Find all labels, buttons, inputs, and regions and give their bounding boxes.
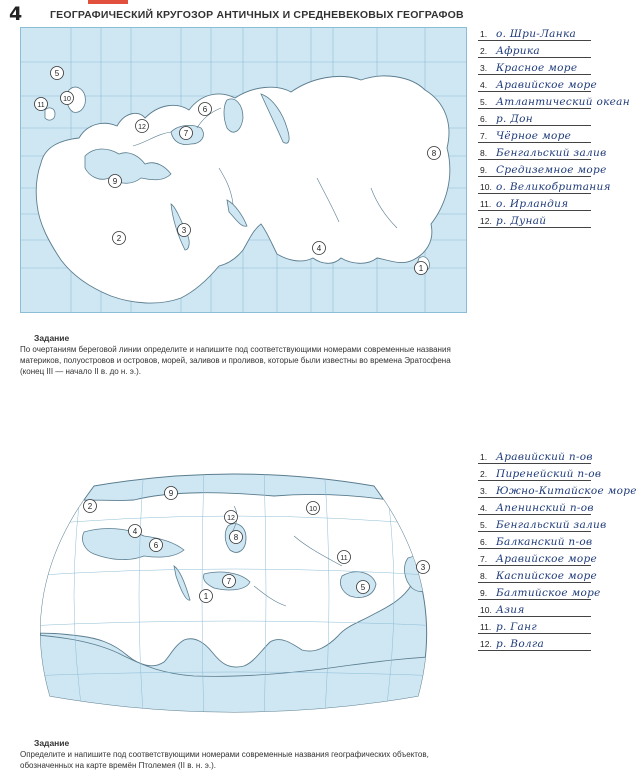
marker-number: 2 bbox=[116, 233, 122, 243]
exercise-number: 4 bbox=[9, 3, 23, 25]
answer-number: 4. bbox=[480, 503, 488, 513]
map1-marker-4 bbox=[313, 242, 326, 255]
map1-marker-2 bbox=[113, 232, 126, 245]
marker-number: 7 bbox=[183, 128, 189, 138]
answer-number: 9. bbox=[480, 165, 488, 175]
map1-answer-row[interactable] bbox=[478, 24, 591, 41]
map2-task-heading: Задание bbox=[34, 738, 70, 748]
marker-number: 8 bbox=[431, 148, 437, 158]
map2-answer-row[interactable] bbox=[478, 566, 598, 583]
handwritten-answer: Каспийское море bbox=[496, 570, 598, 582]
marker-number: 9 bbox=[168, 488, 174, 498]
marker-number: 5 bbox=[54, 68, 60, 78]
map2-marker-5 bbox=[357, 581, 370, 594]
map2-answer-row[interactable] bbox=[478, 515, 607, 532]
handwritten-answer: Апенинский п-ов bbox=[496, 502, 594, 514]
handwritten-answer: р. Волга bbox=[496, 638, 545, 650]
answer-number: 1. bbox=[480, 452, 488, 462]
marker-number: 9 bbox=[112, 176, 118, 186]
map1-answer-row[interactable] bbox=[478, 143, 607, 160]
map2-marker-1 bbox=[200, 590, 213, 603]
handwritten-answer: Африка bbox=[496, 45, 540, 57]
answer-number: 4. bbox=[480, 80, 488, 90]
answer-number: 5. bbox=[480, 97, 488, 107]
marker-number: 10 bbox=[309, 505, 317, 513]
marker-number: 10 bbox=[63, 95, 71, 103]
map2-marker-11 bbox=[338, 551, 351, 564]
handwritten-answer: Бенгальский залив bbox=[496, 519, 607, 531]
map1-answer-row[interactable] bbox=[478, 211, 591, 228]
map1-marker-6 bbox=[199, 103, 212, 116]
answer-number: 9. bbox=[480, 588, 488, 598]
map2-marker-7 bbox=[223, 575, 236, 588]
map1-task-heading: Задание bbox=[34, 333, 70, 343]
map1-marker-1 bbox=[415, 262, 428, 275]
handwritten-answer: Аравийское море bbox=[496, 79, 598, 91]
answer-number: 1. bbox=[480, 29, 488, 39]
map2-marker-10 bbox=[307, 502, 320, 515]
map1-task bbox=[20, 333, 470, 377]
map2-marker-12 bbox=[225, 511, 238, 524]
handwritten-answer: Балтийское море bbox=[496, 587, 601, 599]
map1-ireland bbox=[45, 108, 55, 120]
marker-number: 1 bbox=[203, 591, 209, 601]
handwritten-answer: р. Ганг bbox=[496, 621, 537, 633]
answer-number: 10. bbox=[480, 605, 492, 615]
map1-answer-list bbox=[478, 24, 630, 228]
answer-number: 12. bbox=[480, 216, 492, 226]
map1-task-text: По очертаниям береговой линии определите и напишите под соответствующими номерами современные названия материков, полуостровов и островов, морей, заливов и проливов, которые были известны во времена Эратосфена (конец III — начало II в. до н. э.). bbox=[20, 345, 451, 376]
map2-answer-list bbox=[478, 447, 637, 651]
handwritten-answer: Средиземное море bbox=[496, 164, 607, 176]
map2-marker-6 bbox=[150, 539, 163, 552]
handwritten-answer: Азия bbox=[496, 604, 525, 616]
map1-marker-10 bbox=[61, 92, 74, 105]
map1-marker-12 bbox=[136, 120, 149, 133]
map2-marker-8 bbox=[230, 531, 243, 544]
answer-number: 8. bbox=[480, 571, 488, 581]
map1-answer-row[interactable] bbox=[478, 194, 591, 211]
map2-marker-2 bbox=[84, 500, 97, 513]
marker-number: 4 bbox=[132, 526, 138, 536]
marker-number: 2 bbox=[87, 501, 93, 511]
marker-number: 8 bbox=[233, 532, 239, 542]
handwritten-answer: Пиренейский п-ов bbox=[496, 468, 602, 480]
map2-marker-3 bbox=[417, 561, 430, 574]
answer-number: 7. bbox=[480, 554, 488, 564]
answer-number: 3. bbox=[480, 486, 488, 496]
map2-answer-row[interactable] bbox=[478, 532, 591, 549]
map1-answer-row[interactable] bbox=[478, 109, 591, 126]
map1-answer-row[interactable] bbox=[478, 126, 591, 143]
marker-number: 12 bbox=[138, 123, 146, 131]
answer-number: 11. bbox=[480, 622, 492, 632]
ptolemy-map bbox=[24, 466, 445, 725]
map1-marker-11 bbox=[35, 98, 48, 111]
handwritten-answer: о. Ирландия bbox=[496, 198, 569, 210]
map2-marker-9 bbox=[165, 487, 178, 500]
answer-number: 5. bbox=[480, 520, 488, 530]
map2-task-text: Определите и напишите под соответствующими номерами современные названия географических объектов, обозначенных на карте времён Птолемея (II в. н. э.). bbox=[20, 750, 429, 770]
map2-answer-row[interactable] bbox=[478, 549, 598, 566]
map1-answer-row[interactable] bbox=[478, 58, 591, 75]
map2-answer-row[interactable] bbox=[478, 617, 591, 634]
marker-number: 11 bbox=[37, 101, 45, 109]
answer-number: 8. bbox=[480, 148, 488, 158]
map1-answer-row[interactable] bbox=[478, 160, 607, 177]
handwritten-answer: Красное море bbox=[496, 62, 578, 74]
map2-answer-row[interactable] bbox=[478, 447, 591, 464]
answer-number: 6. bbox=[480, 537, 488, 547]
page-accent-tab bbox=[88, 0, 128, 4]
map2-answer-row[interactable] bbox=[478, 464, 602, 481]
exercise-title: ГЕОГРАФИЧЕСКИЙ КРУГОЗОР АНТИЧНЫХ И СРЕДНЕВЕКОВЫХ ГЕОГРАФОВ bbox=[50, 9, 464, 21]
map1-marker-3 bbox=[178, 224, 191, 237]
handwritten-answer: Южно-Китайское море bbox=[496, 485, 637, 497]
answer-number: 11. bbox=[480, 199, 492, 209]
handwritten-answer: Чёрное море bbox=[496, 130, 572, 142]
map1-marker-7 bbox=[180, 127, 193, 140]
map2-task bbox=[20, 738, 470, 771]
handwritten-answer: Аравийское море bbox=[496, 553, 598, 565]
answer-number: 2. bbox=[480, 469, 488, 479]
map2-answer-row[interactable] bbox=[478, 634, 591, 651]
map2-answer-row[interactable] bbox=[478, 600, 591, 617]
map2-answer-row[interactable] bbox=[478, 481, 637, 498]
marker-number: 1 bbox=[418, 263, 424, 273]
map1-marker-9 bbox=[109, 175, 122, 188]
handwritten-answer: о. Шри-Ланка bbox=[496, 28, 577, 40]
handwritten-answer: Атлантический океан bbox=[496, 96, 630, 108]
handwritten-answer: р. Дон bbox=[496, 113, 533, 125]
marker-number: 12 bbox=[227, 514, 235, 522]
marker-number: 3 bbox=[181, 225, 187, 235]
marker-number: 6 bbox=[202, 104, 208, 114]
map1-answer-row[interactable] bbox=[478, 177, 611, 194]
map1-answer-row[interactable] bbox=[478, 92, 630, 109]
map2-answer-row[interactable] bbox=[478, 498, 594, 515]
marker-number: 7 bbox=[226, 576, 232, 586]
map1-answer-row[interactable] bbox=[478, 41, 591, 58]
map2-answer-row[interactable] bbox=[478, 583, 601, 600]
handwritten-answer: о. Великобритания bbox=[496, 181, 611, 193]
marker-number: 11 bbox=[340, 554, 348, 562]
eratosthenes-map bbox=[20, 27, 467, 313]
handwritten-answer: р. Дунай bbox=[496, 215, 547, 227]
answer-number: 6. bbox=[480, 114, 488, 124]
map2-marker-4 bbox=[129, 525, 142, 538]
map1-marker-5 bbox=[51, 67, 64, 80]
answer-number: 10. bbox=[480, 182, 492, 192]
answer-number: 3. bbox=[480, 63, 488, 73]
handwritten-answer: Бенгальский залив bbox=[496, 147, 607, 159]
marker-number: 4 bbox=[316, 243, 322, 253]
marker-number: 3 bbox=[420, 562, 426, 572]
map1-answer-row[interactable] bbox=[478, 75, 598, 92]
answer-number: 12. bbox=[480, 639, 492, 649]
answer-number: 7. bbox=[480, 131, 488, 141]
handwritten-answer: Аравийский п-ов bbox=[496, 451, 593, 463]
handwritten-answer: Балканский п-ов bbox=[496, 536, 593, 548]
answer-number: 2. bbox=[480, 46, 488, 56]
marker-number: 5 bbox=[360, 582, 366, 592]
marker-number: 6 bbox=[153, 540, 159, 550]
map1-marker-8 bbox=[428, 147, 441, 160]
